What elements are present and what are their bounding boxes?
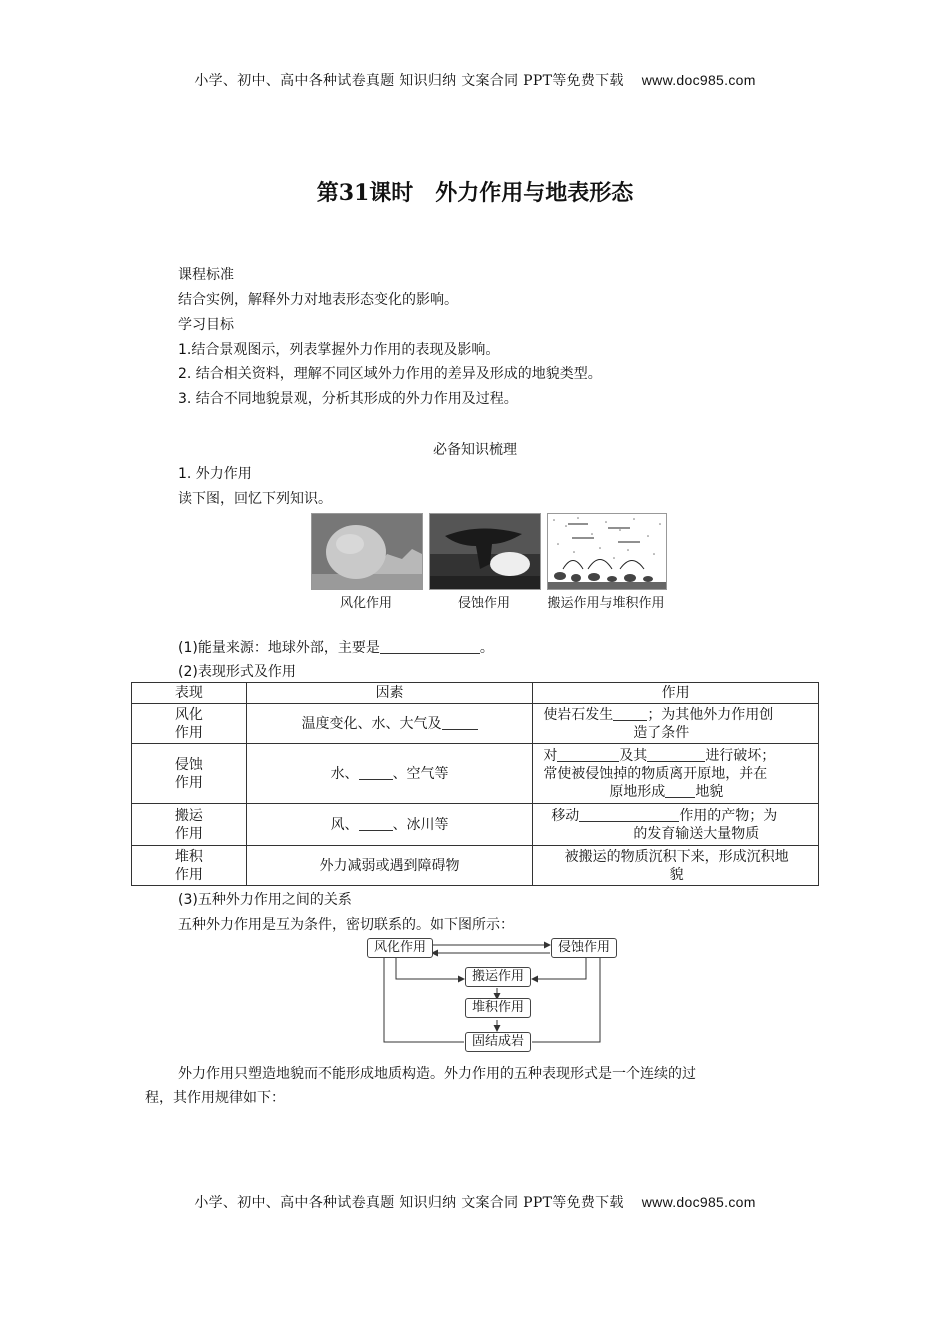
row-name: 作用 bbox=[174, 866, 203, 883]
effect-text: 造了条件 bbox=[633, 724, 690, 741]
question-1-suffix: 。 bbox=[479, 640, 494, 656]
transport-illustration bbox=[548, 514, 666, 589]
effect-text: 常使被侵蚀掉的物质离开原地，并在 bbox=[543, 765, 768, 782]
erosion-illustration bbox=[430, 514, 540, 589]
effect-text: 地貌 bbox=[695, 783, 724, 800]
answer-blank[interactable] bbox=[380, 639, 480, 654]
effect-text: 原地形成 bbox=[609, 783, 666, 800]
question-1-prefix: (1)能量来源：地球外部，主要是 bbox=[178, 640, 380, 656]
section-heading: 必备知识梳理 bbox=[433, 442, 517, 458]
table-header-cell: 表现 bbox=[132, 683, 247, 704]
table-cell bbox=[132, 704, 247, 744]
flow-lithification: 固结成岩 bbox=[465, 1032, 531, 1052]
page-footer bbox=[0, 1192, 950, 1212]
effect-text: ；为其他外力作用创 bbox=[647, 706, 774, 723]
table-row bbox=[132, 846, 819, 886]
table-cell bbox=[132, 744, 247, 804]
item-heading: 1. 外力作用 bbox=[178, 466, 252, 482]
flow-erosion: 侵蚀作用 bbox=[551, 938, 617, 958]
effect-text: 作用的产物；为 bbox=[679, 807, 778, 824]
table-header-cell: 因素 bbox=[246, 683, 533, 704]
row-name: 风化 bbox=[174, 706, 203, 723]
table-cell bbox=[246, 704, 533, 744]
factor-text: 、空气等 bbox=[392, 765, 449, 782]
footer-text: 小学、初中、高中各种试卷真题 知识归纳 文案合同 PPT等免费下载 bbox=[194, 1195, 624, 1211]
flow-line bbox=[532, 958, 600, 1042]
closing-line: 程，其作用规律如下： bbox=[145, 1090, 285, 1106]
effect-text: 的发育输送大量物质 bbox=[633, 825, 760, 842]
answer-blank[interactable] bbox=[359, 765, 393, 780]
table-cell bbox=[132, 804, 247, 846]
answer-blank[interactable] bbox=[551, 826, 633, 840]
closing-line: 外力作用只塑造地貌而不能形成地质构造。外力作用的五种表现形式是一个连续的过 bbox=[178, 1066, 696, 1082]
goal-item: 1.结合景观图示，列表掌握外力作用的表现及影响。 bbox=[178, 342, 500, 358]
factor-text: 温度变化、水、大气及 bbox=[301, 715, 442, 732]
standard-heading: 课程标准 bbox=[178, 267, 234, 283]
table-cell bbox=[533, 846, 819, 886]
flow-transport: 搬运作用 bbox=[465, 967, 531, 987]
factor-text: 风、 bbox=[330, 816, 359, 833]
header-url[interactable]: www.doc985.com bbox=[641, 72, 756, 88]
erosion-photo bbox=[429, 513, 541, 590]
row-name: 堆积 bbox=[174, 848, 203, 865]
table-header-row bbox=[132, 683, 819, 704]
effect-text: 及其 bbox=[619, 747, 648, 764]
answer-blank[interactable] bbox=[557, 747, 619, 762]
table-cell bbox=[246, 744, 533, 804]
effect-text: 移动 bbox=[551, 807, 580, 824]
flow-weathering: 风化作用 bbox=[367, 938, 433, 958]
row-name: 侵蚀 bbox=[174, 756, 203, 773]
factor-text: 、冰川等 bbox=[392, 816, 449, 833]
table-cell: 外力减弱或遇到障碍物 bbox=[246, 846, 533, 886]
row-name: 作用 bbox=[174, 724, 203, 741]
goal-item: 2. 结合相关资料，理解不同区域外力作用的差异及形成的地貌类型。 bbox=[178, 366, 602, 382]
row-name: 作用 bbox=[174, 774, 203, 791]
table-row bbox=[132, 744, 819, 804]
table-row bbox=[132, 704, 819, 744]
answer-blank[interactable] bbox=[665, 783, 695, 798]
flow-arrow bbox=[532, 958, 586, 979]
table-cell bbox=[533, 804, 819, 846]
row-name: 搬运 bbox=[174, 807, 203, 824]
effect-text: 貌 bbox=[669, 866, 684, 883]
footer-url[interactable]: www.doc985.com bbox=[641, 1194, 756, 1210]
read-prompt: 读下图，回忆下列知识。 bbox=[178, 491, 332, 507]
transport-diagram bbox=[547, 513, 667, 590]
effect-text: 对 bbox=[543, 747, 558, 764]
answer-blank[interactable] bbox=[359, 816, 393, 831]
question-3-text: 五种外力作用是互为条件，密切联系的。如下图所示： bbox=[178, 917, 514, 933]
table-cell bbox=[246, 804, 533, 846]
answer-blank[interactable] bbox=[579, 807, 679, 822]
table-cell bbox=[533, 704, 819, 744]
page-header bbox=[0, 70, 950, 90]
factor-text: 水、 bbox=[330, 765, 359, 782]
question-2: (2)表现形式及作用 bbox=[178, 664, 296, 680]
flow-arrow bbox=[396, 958, 464, 979]
question-1 bbox=[178, 637, 494, 657]
figure-caption: 搬运作用与堆积作用 bbox=[547, 596, 665, 611]
table-header-cell: 作用 bbox=[533, 683, 819, 704]
goal-item: 3. 结合不同地貌景观，分析其形成的外力作用及过程。 bbox=[178, 391, 518, 407]
row-name: 作用 bbox=[174, 825, 203, 842]
answer-blank[interactable] bbox=[647, 747, 705, 762]
table-cell bbox=[132, 846, 247, 886]
effect-text: 被搬运的物质沉积下来，形成沉积地 bbox=[564, 848, 789, 865]
answer-blank[interactable] bbox=[613, 706, 647, 721]
table-cell bbox=[533, 744, 819, 804]
flow-deposition: 堆积作用 bbox=[465, 998, 531, 1018]
weathering-photo bbox=[311, 513, 423, 590]
figure-caption: 侵蚀作用 bbox=[457, 596, 510, 611]
forms-table bbox=[131, 682, 819, 886]
page-title: 第31课时 外力作用与地表形态 bbox=[316, 180, 634, 206]
header-text: 小学、初中、高中各种试卷真题 知识归纳 文案合同 PPT等免费下载 bbox=[194, 73, 624, 89]
table-row bbox=[132, 804, 819, 846]
question-3: (3)五种外力作用之间的关系 bbox=[178, 892, 352, 908]
effect-text: 进行破坏； bbox=[705, 747, 776, 764]
answer-blank[interactable] bbox=[442, 715, 478, 730]
figure-caption: 风化作用 bbox=[339, 596, 392, 611]
weathering-illustration bbox=[312, 514, 422, 589]
standard-text: 结合实例，解释外力对地表形态变化的影响。 bbox=[178, 292, 458, 308]
goals-heading: 学习目标 bbox=[178, 317, 234, 333]
effect-text: 使岩石发生 bbox=[543, 706, 614, 723]
